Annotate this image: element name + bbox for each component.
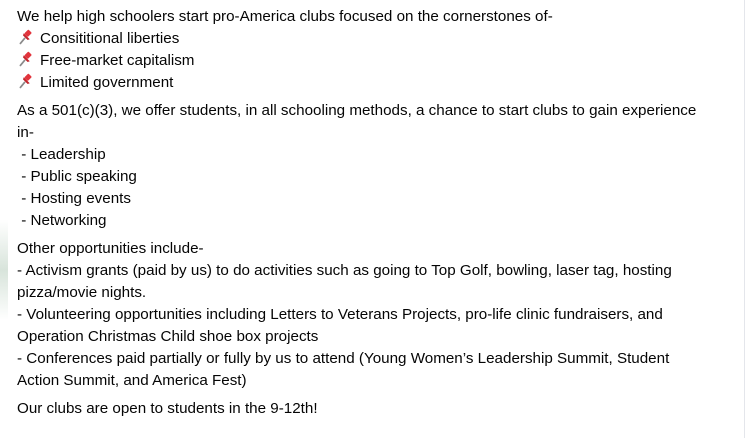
opportunity-item: - Activism grants (paid by us) to do activities such as going to Top Golf, bowling, laser tag, hosting bbox=[17, 262, 672, 279]
offer-text-continued: in- bbox=[17, 124, 34, 141]
post-text bbox=[17, 6, 742, 426]
pushpin-icon bbox=[17, 73, 34, 90]
opportunity-item-continued: pizza/movie nights. bbox=[17, 284, 147, 301]
opportunity-item-continued: Operation Christmas Child shoe box projects bbox=[17, 328, 319, 345]
opportunity-item: - Conferences paid partially or fully by us to attend (Young Women’s Leadership Summit, Student bbox=[17, 350, 670, 367]
background-strip bbox=[0, 220, 8, 320]
cornerstone-item bbox=[17, 28, 742, 50]
experience-item: - Leadership bbox=[17, 146, 106, 163]
closing-text: Our clubs are open to students in the 9-12th! bbox=[17, 400, 318, 417]
experience-item: - Hosting events bbox=[17, 190, 131, 207]
experience-item: - Public speaking bbox=[17, 168, 137, 185]
cornerstone-label: Limited government bbox=[40, 74, 174, 91]
opportunities-heading: Other opportunities include- bbox=[17, 240, 204, 257]
cornerstone-label: Free-market capitalism bbox=[40, 52, 195, 69]
cornerstone-label: Consititional liberties bbox=[40, 30, 180, 47]
experience-item: - Networking bbox=[17, 212, 107, 229]
pushpin-icon bbox=[17, 51, 34, 68]
closing-section bbox=[17, 398, 742, 420]
opportunity-item-continued: Action Summit, and America Fest) bbox=[17, 372, 247, 389]
cornerstone-item bbox=[17, 72, 742, 94]
intro-section bbox=[17, 6, 742, 94]
pushpin-icon bbox=[17, 29, 34, 46]
offer-text: As a 501(c)(3), we offer students, in all schooling methods, a chance to start clubs to gain experience bbox=[17, 102, 697, 119]
intro-text: We help high schoolers start pro-America clubs focused on the cornerstones of- bbox=[17, 8, 553, 25]
opportunities-section bbox=[17, 238, 742, 392]
cornerstone-item bbox=[17, 50, 742, 72]
offer-section bbox=[17, 100, 742, 232]
opportunity-item: - Volunteering opportunities including Letters to Veterans Projects, pro-life clinic fundraisers, and bbox=[17, 306, 663, 323]
